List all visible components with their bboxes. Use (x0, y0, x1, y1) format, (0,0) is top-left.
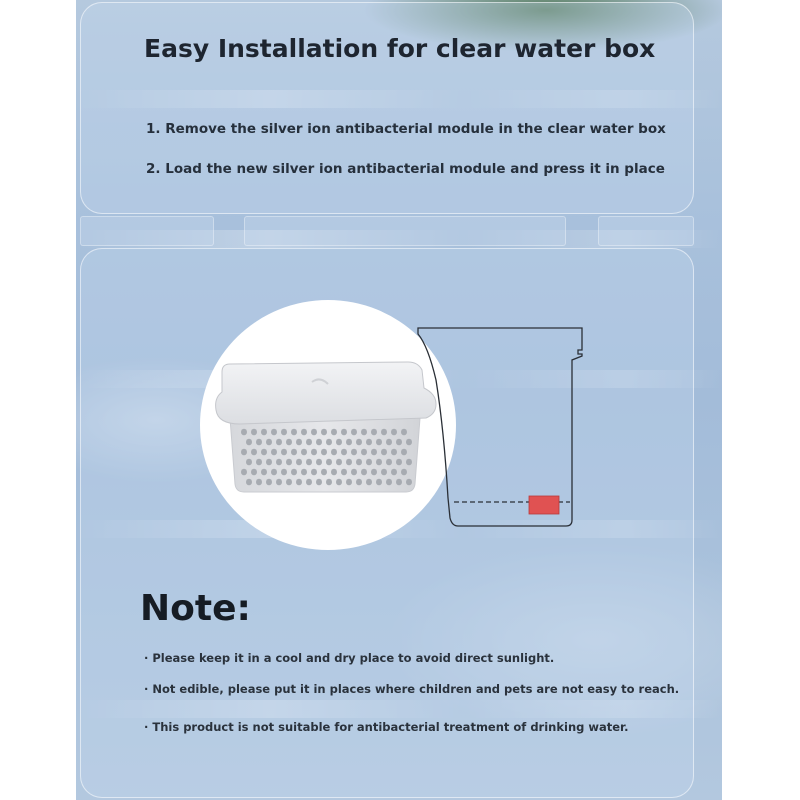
note-item-3: · This product is not suitable for antibacterial treatment of drinking water. (144, 720, 629, 734)
note-item-1: · Please keep it in a cool and dry place to avoid direct sunlight. (144, 651, 555, 665)
installation-step-2: 2. Load the new silver ion antibacterial module and press it in place (146, 161, 665, 177)
divider-strip (244, 216, 566, 246)
note-item-2: · Not edible, please put it in places where children and pets are not easy to reach. (144, 682, 680, 696)
water-box-outline-diagram (414, 320, 674, 535)
module-position-marker (529, 496, 559, 514)
divider-strip (598, 216, 694, 246)
note-title: Note: (140, 588, 251, 629)
installation-step-1: 1. Remove the silver ion antibacterial module in the clear water box (146, 121, 666, 137)
installation-title: Easy Installation for clear water box (144, 34, 656, 63)
divider-strip (80, 216, 214, 246)
page-canvas (76, 0, 722, 800)
